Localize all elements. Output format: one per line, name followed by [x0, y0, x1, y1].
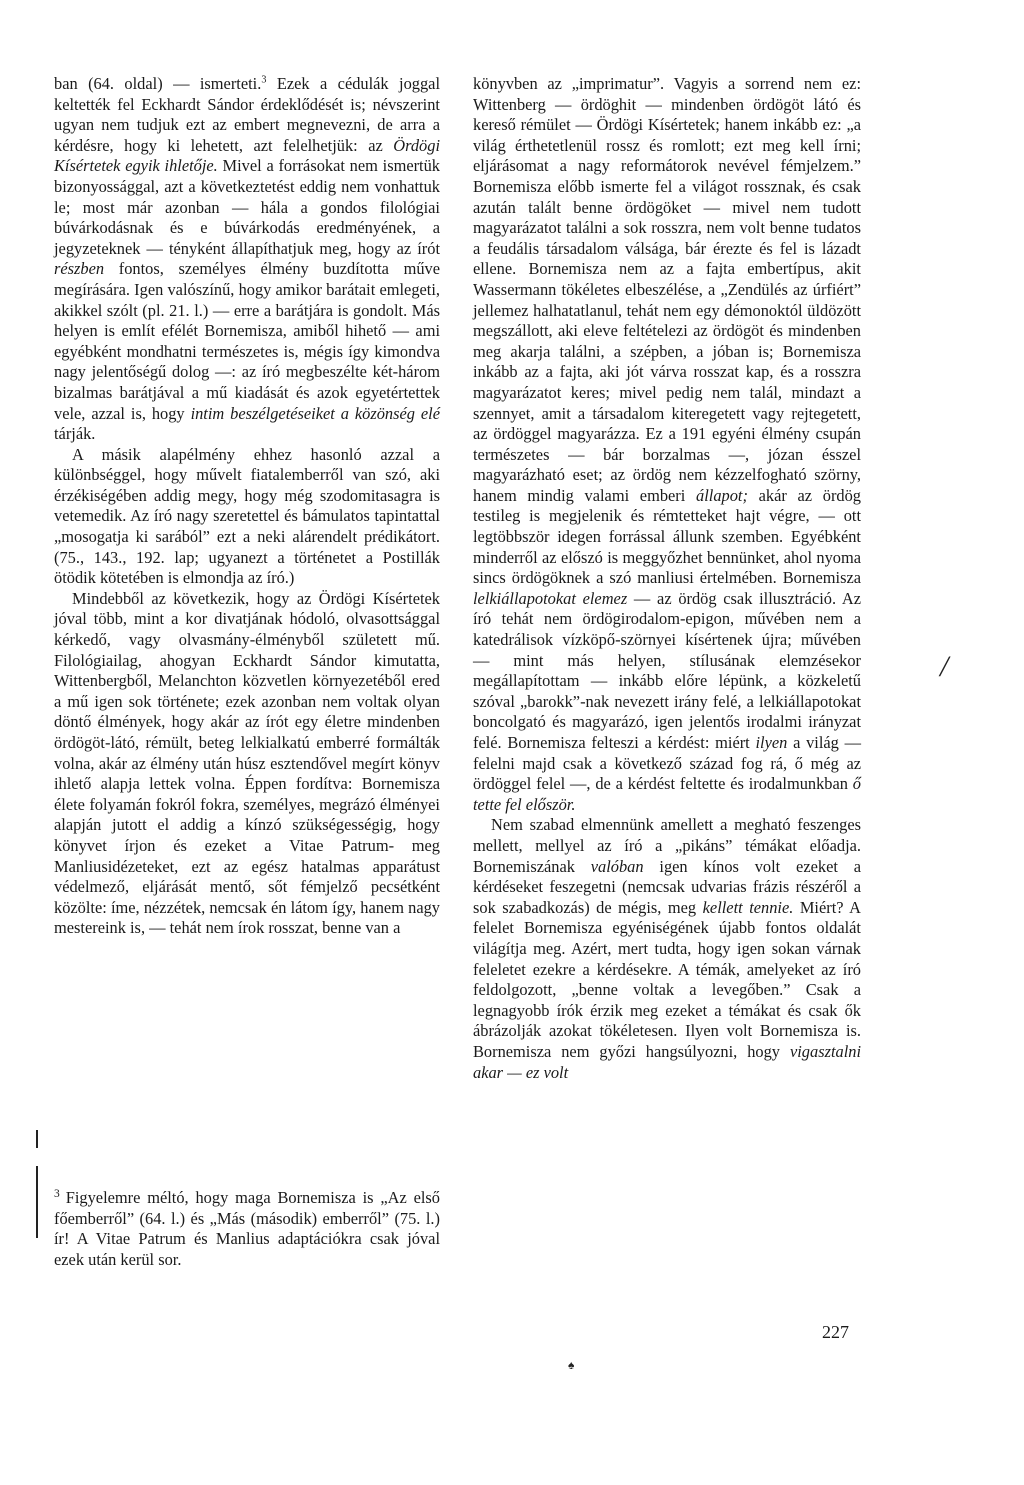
italic-text: lelkiállapotokat elemez — [473, 588, 628, 608]
text: tárják. — [54, 424, 96, 444]
text: ban (64. oldal) — ismerteti. — [54, 74, 262, 93]
italic-text: valóban — [590, 856, 644, 876]
text: könyvben az „imprimatur”. Vagyis a sorrend nem ez: Wittenberg — ördöghit — mindenben ördögöt látó és kereső rémület — Ördögi Kísértetek; hanem inkább ez: „a világ érthetetlenül rossz és romlott; ezt meg kell írni; eljárásomat a nagy reformátorok nevével fémjelzem.” Bornemisza előbb ismerte fel a világot rossznak, és csak azután talált benne ördögöket — mivel nem tudott magyarázatot találni a sok rosszra, nem volt benne tudatos a feudális társadalom válsága, bár érezte és fel is lázadt ellene. Bornemisza nem az a fajta embertípus, akit Wassermann tökéletes elbeszélése, a „Zendülés az úrfiért” jellemez halhatatlanul, tehát nem egy démonoktól üldözött megszállott, aki eleve feltételezi az ördögöt és mindenben meg akarja találni, a szépben, a jóban is; Bornemisza inkább az a fajta, aki jót várva rosszat kap, és a rosszra magyarázatot keres; mivel pedig nem talál, mindazt a szennyet, amit a társadalom kiteregetett vagy rejtegetett, az ördöggel magyarázza. Ez a 191 egyéni élmény csupán természetes — bár borzalmas —, józan ésszel magyarázható eset; az ördög nem kézzelfogható szörny, hanem mindig valami emberi — [473, 74, 861, 505]
left-paragraph-1 — [54, 74, 440, 445]
italic-text: ő tette fel először. — [473, 774, 861, 814]
italic-text: intim beszélgetéseiket a közönség elé — [190, 403, 440, 423]
margin-pencil-mark: / — [940, 650, 949, 683]
italic-text: ilyen — [755, 733, 788, 752]
text: fontos, személyes élmény buzdította műve megírására. Igen valószínű, hogy amikor barátait emlegeti, akikkel szólt (pl. 21. l.) — erre a barátjára is gondolt. Más helyen is említ efélét Bornemisza, amiből hihető — ami egyébként mondhatni természetes is, mégis így kimondva nagy jelentőségű dolog —: az író megbeszélte két-három bizalmas barátjával a mű kiadását és azok egyetértettek vele, azzal is, hogy — [54, 259, 440, 423]
italic-text: kellett tennie. — [702, 897, 794, 917]
margin-line-mark — [36, 1130, 38, 1148]
text: Miért? A felelet Bornemisza egyéniségének újabb fontos oldalát világítja meg. Azért, mert tudta, hogy igen sokan várnak feleletet ezekre a kérdésekre. A témák, amelyeket az író feldolgozott, „benne voltak a levegőben.” Csak a legnagyobb írók érzik meg ezeket a témákat és csak ők ábrázolják azokat tökéletesen. Ilyen volt Bornemisza is. Bornemisza nem győzi hangsúlyozni, hogy — [473, 897, 861, 1061]
page-number: 227 — [822, 1322, 849, 1342]
italic-text: vigasztalni akar — ez volt — [473, 1041, 861, 1082]
text: a világ — felelni majd csak a következő század fog rá, ő még az ördöggel felel —, de a kérdést feltette és irodalmunkban — [473, 733, 862, 794]
text: Ezek a cédulák joggal keltették fel Eckhardt Sándor érdeklődését is; névszerint ugyan nem tudjuk ezt az embert megnevezni, de arra a kérdésre, hogy ki lehetett, azt felelhetjük: az — [54, 74, 441, 155]
footnote-ref: 3 — [261, 74, 267, 86]
text: akár az ördög testileg is megjelenik és rémtetteket hajt végre, — ott legtöbbször idegen forrással állunk szemben. Egyébként minderről az előszó is meggyőzhet bennünket, ahol nyoma sincs ördögöknek a szó manliusi értelmében. Bornemisza — [473, 485, 861, 588]
italic-text: állapot; — [696, 485, 748, 505]
footnote-mark: 3 — [54, 1187, 60, 1200]
right-paragraph-2 — [473, 815, 861, 1083]
left-paragraph-2: A másik alapélmény ehhez hasonló azzal a különbséggel, hogy művelt fiatalemberről van szó, aki érzékiségében addig megy, hogy még szodomitasagra is vetemedik. Az író nagy szeretettel és bámulatos tapintattal „mosogatja ki sarából” ezt a neki alárendelt prédikátort. (75., 143., 192. lap; ugyanezt a történetet a Postillák ötödik kötetében is elmondja az író.) — [54, 444, 440, 588]
left-paragraph-3: Mindebből az következik, hogy az Ördögi Kísértetek jóval több, mint a kor divatjának hódoló, olvasottsággal kérkedő, vagy olvasmány-élményből született mű. Filológiailag, ahogyan Eckhardt Sándor kimutatta, Wittenbergből, Melanchton közvetlen környezetéből ered a mű igen sok története; ezek azonban nem voltak olyan döntő élmények, hogy akár az írót egy életre mindenben ördögöt-látó, rémült, beteg lelkialkatú emberré formálták volna, akár az élmény után húsz esztendővel megírt könyv ihlető alapja lettek volna. Éppen fordítva: Bornemisza élete folyamán fokról fokra, személyes, megrázó élményei alapján jutott el addig a kínzó szükségességig, hogy könyvet írjon és ezeket a Vitae Patrum- meg Manliusidézeteket, ezt az egész hatalmas apparátust védelmező, eljárását mentő, sőt fémjelző pecsétként közölte: íme, nézzétek, nemcsak én látom így, hanem nagy mestereink is, — tehát nem írok rosszat, benne van a — [54, 588, 440, 938]
ink-blot-mark: ♠ — [568, 1358, 575, 1372]
left-column — [54, 74, 440, 939]
text: igen kínos volt ezeket a kérdéseket feszegetni (nemcsak udvarias frázis részéről a sok szabadkozás) de mégis, meg — [473, 856, 861, 917]
italic-text: Ördögi Kísértetek egyik ihletője. — [54, 135, 440, 176]
margin-line-mark — [36, 1166, 38, 1238]
italic-text: részben — [54, 259, 105, 279]
footnote-text: Figyelemre méltó, hogy maga Bornemisza is „Az első főemberről” (64. l.) és „Más (második) emberről” (75. l.) ír! A Vitae Patrum és Manlius adaptációkra csak jóval ezek után kerül sor. — [54, 1188, 440, 1269]
text: — az ördög csak illusztráció. Az író tehát nem ördögirodalom-epigon, művében nem a katedrálisok vízköpő-szörnyei kísértenek újra; művében — mint más helyen, stílusának elemzésekor megállapítottam — inkább előre lépünk, a közkeletű szóval „barokk”-nak nevezett irány felé, a lelkiállapotokat boncolgató és magyarázó, igen jelentős irodalmi irányzat felé. Bornemisza felteszi a kérdést: miért — [473, 588, 861, 752]
footnote — [54, 1188, 440, 1270]
text: Mivel a forrásokat nem ismertük bizonyossággal, azt a következtetést eddig nem vonhattuk le; most már azonban — hála a gondos filológiai búvárkodásnak és e búvárkodás eredményének, a jegyzeteknek — tényként állapíthatjuk meg, hogy az írót — [54, 156, 441, 258]
right-column — [473, 74, 861, 1083]
right-paragraph-1 — [473, 74, 861, 815]
text: Nem szabad elmennünk amellett a megható feszenges mellett, mellyel az író a „pikáns” témákat előadja. Bornemiszának — [473, 815, 861, 876]
